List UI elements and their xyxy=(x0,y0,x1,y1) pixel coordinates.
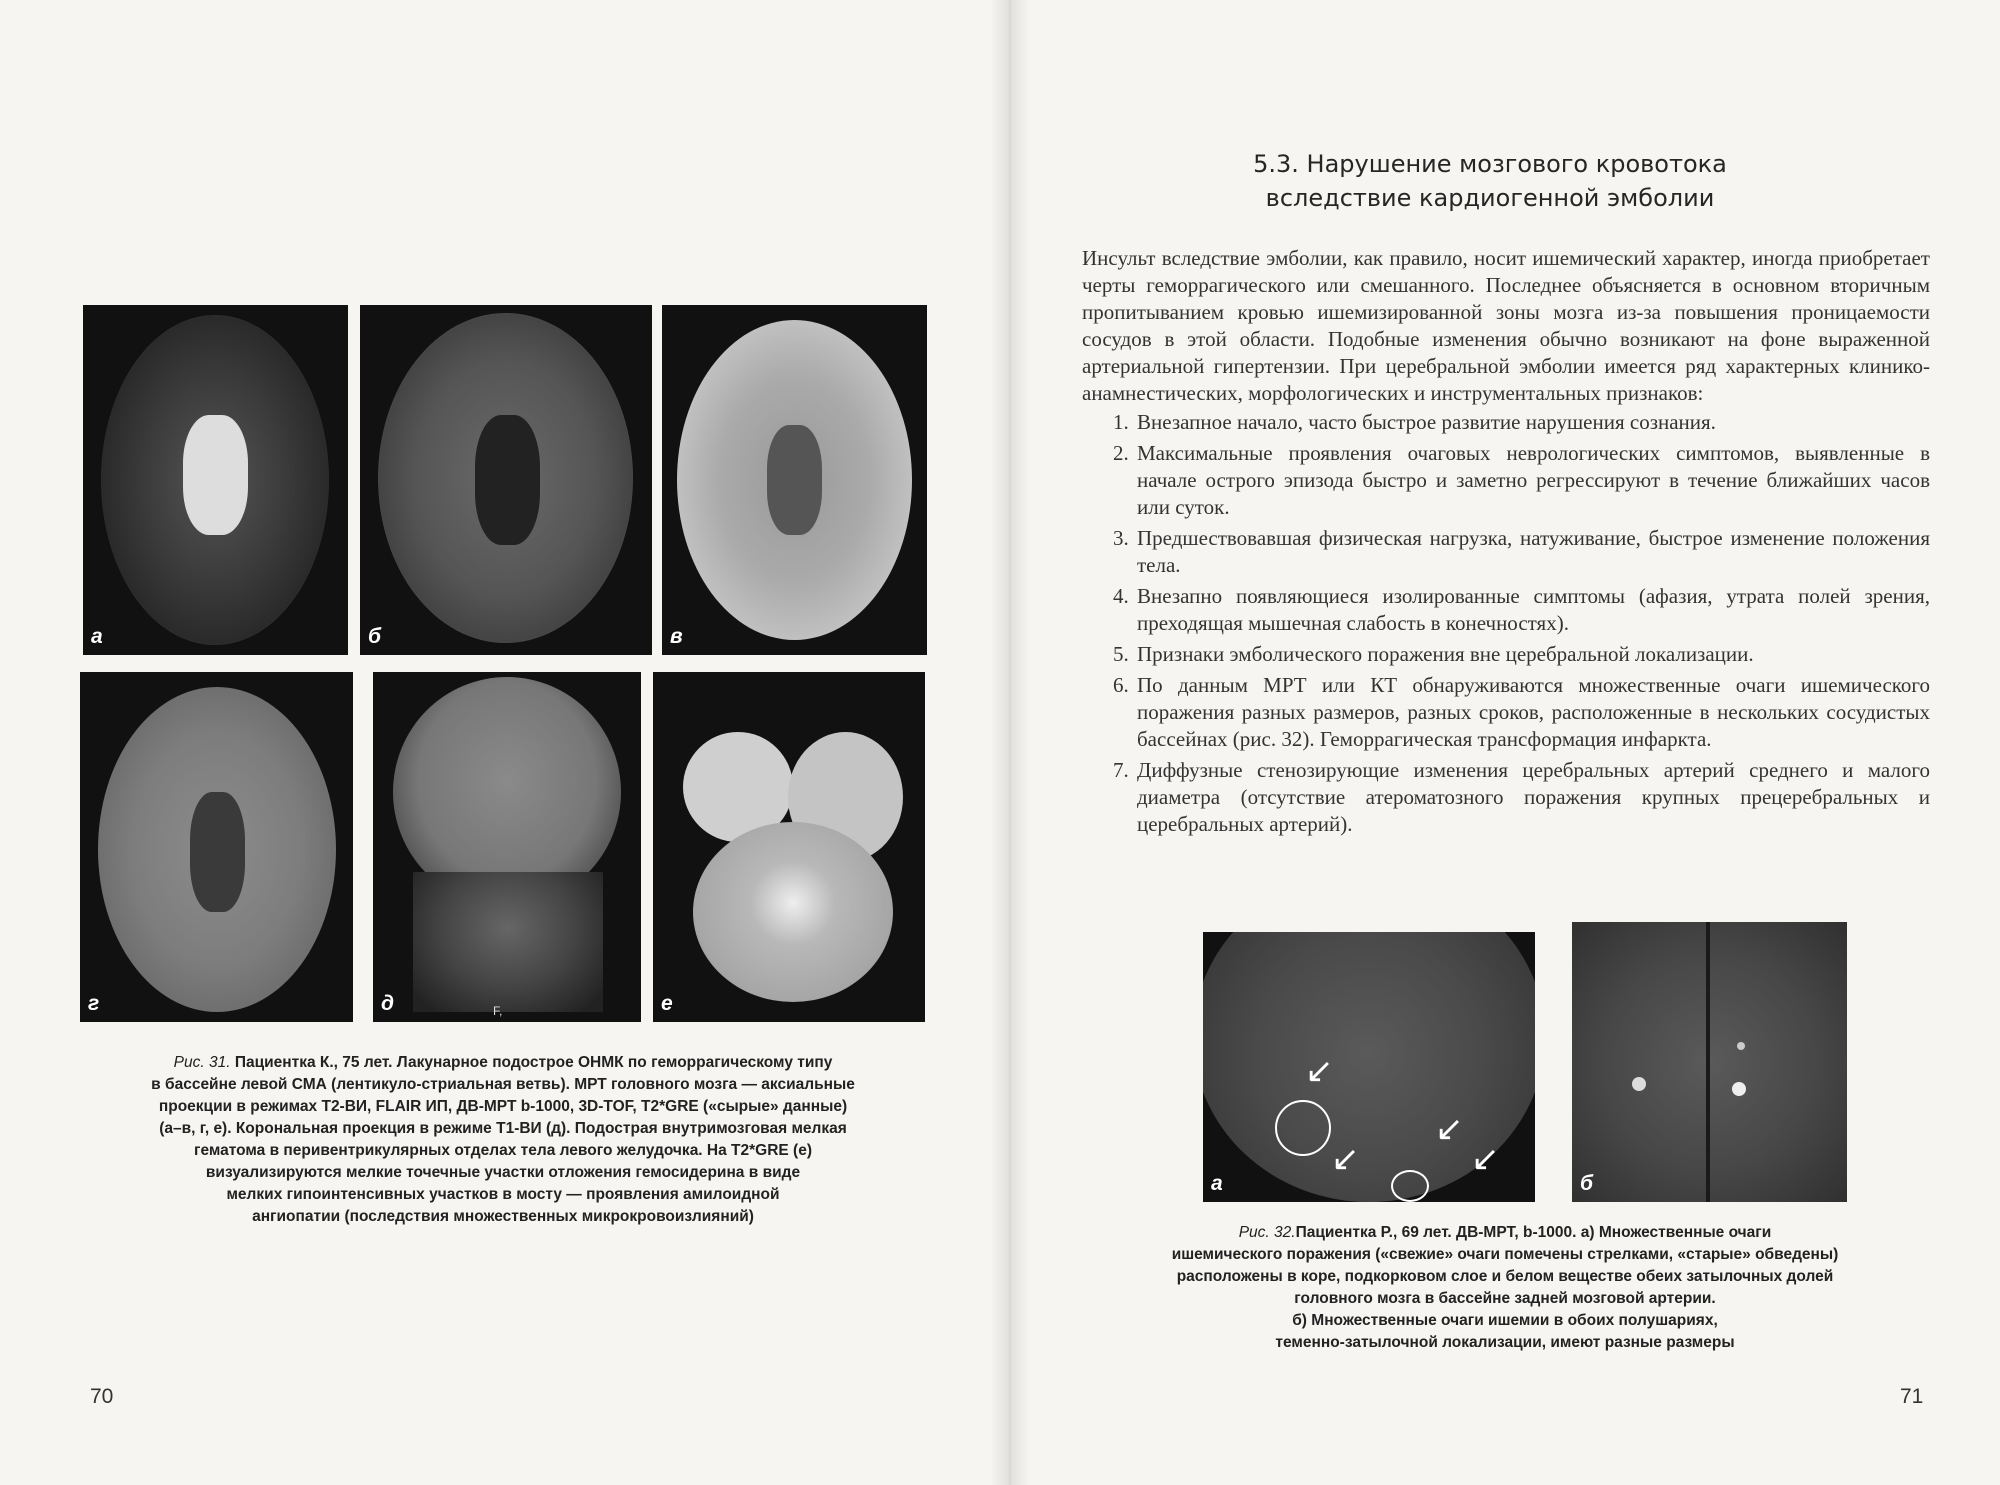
panel-label: б xyxy=(1580,1172,1594,1195)
caption-line: Рис. 31. Пациентка К., 75 лет. Лакунарное подострое ОНМК по геморрагическому типу xyxy=(173,1054,833,1071)
arrow-icon: ↙ xyxy=(1435,1110,1464,1148)
old-lesion-circle xyxy=(1275,1100,1331,1156)
panel-marker: F, xyxy=(493,1004,503,1018)
mri-panel-e xyxy=(653,672,925,1022)
caption-line: ангиопатии (последствия множественных микрокровоизлияний) xyxy=(252,1208,754,1225)
caption-line: (а–в, г, е). Корональная проекция в режиме Т1-ВИ (д). Подострая внутримозговая мелкая xyxy=(159,1120,847,1137)
caption-line: проекции в режимах Т2-ВИ, FLAIR ИП, ДВ-МРТ b-1000, 3D-TOF, T2*GRE («сырые» данные) xyxy=(158,1098,848,1115)
panel-label: е xyxy=(661,992,673,1015)
caption-line: головного мозга в бассейне задней мозговой артерии. xyxy=(1294,1290,1716,1307)
caption-line: визуализируются мелкие точечные участки отложения гемосидерина в виде xyxy=(205,1164,801,1181)
mri-panel-d xyxy=(373,672,641,1022)
mri-panel-32a xyxy=(1203,932,1535,1202)
caption-line: теменно-затылочной локализации, имеют разные размеры xyxy=(1275,1334,1735,1351)
list-item: 7. Диффузные стенозирующие изменения церебральных артерий среднего и малого диаметра (отсутствие атероматозного поражения крупных прецеребральных и церебральных артерий). xyxy=(1113,758,1930,836)
mri-panel-a xyxy=(83,305,348,655)
panel-label: б xyxy=(368,625,382,648)
body-text xyxy=(1082,245,1930,842)
caption-line: расположены в коре, подкорковом слое и белом веществе обеих затылочных долей xyxy=(1176,1268,1834,1285)
panel-label: д xyxy=(381,992,394,1015)
list-item: 2. Максимальные проявления очаговых неврологических симптомов, выявленные в начале острого эпизода быстро и заметно регрессируют в течение ближайших часов или суток. xyxy=(1113,441,1930,519)
panel-label: в xyxy=(670,625,683,648)
caption-line: ишемического поражения («свежие» очаги помечены стрелками, «старые» обведены) xyxy=(1171,1246,1839,1263)
old-lesion-circle xyxy=(1391,1170,1429,1202)
mri-panel-g xyxy=(80,672,353,1022)
panel-label: а xyxy=(1211,1172,1223,1195)
mri-panel-b xyxy=(360,305,652,655)
arrow-icon: ↙ xyxy=(1331,1140,1360,1178)
heading-line-2: вследствие кардиогенной эмболии xyxy=(1265,184,1715,212)
caption-line: гематома в перивентрикулярных отделах тела левого желудочка. На T2*GRE (е) xyxy=(193,1142,813,1159)
list-item: 6. По данным МРТ или КТ обнаруживаются множественные очаги ишемического поражения разных размеров, разных сроков, расположенные в нескольких сосудистых бассейнах (рис. 32). Геморрагическая трансформация инфаркта. xyxy=(1113,673,1930,751)
figure-31-caption xyxy=(78,1052,928,1228)
caption-line: б) Множественные очаги ишемии в обоих полушариях, xyxy=(1292,1312,1718,1329)
book-gutter xyxy=(990,0,1030,1485)
caption-line: в бассейне левой СМА (лентикуло-стриальная ветвь). МРТ головного мозга — аксиальные xyxy=(151,1076,855,1093)
caption-lead: Рис. 32. xyxy=(1238,1224,1296,1241)
arrow-icon: ↙ xyxy=(1471,1140,1500,1178)
arrow-icon: ↙ xyxy=(1305,1052,1334,1090)
section-heading xyxy=(1220,147,1760,215)
criteria-list xyxy=(1082,409,1930,838)
panel-label: г xyxy=(88,992,100,1015)
panel-label: а xyxy=(91,625,103,648)
list-item: 1. Внезапное начало, часто быстрое развитие нарушения сознания. xyxy=(1113,410,1716,434)
intro-paragraph: Инсульт вследствие эмболии, как правило, носит ишемический характер, иногда приобретает черты геморрагического или смешанного. Последнее объясняется в основном вторичным пропитыванием кровью ишемизированной зоны мозга из-за повышения проницаемости сосудов в этой области. Подобные изменения обычно возникают на фоне выраженной артериальной гипертензии. При церебральной эмболии имеется ряд характерных клинико-анамнестических, морфологических и инструментальных признаков: xyxy=(1082,246,1930,405)
page-number-right: 71 xyxy=(1900,1385,1924,1408)
list-item: 3. Предшествовавшая физическая нагрузка, натуживание, быстрое изменение положения тела. xyxy=(1113,526,1930,577)
page-number-left: 70 xyxy=(90,1385,114,1408)
list-item: 5. Признаки эмболического поражения вне церебральной локализации. xyxy=(1113,642,1754,666)
caption-line: мелких гипоинтенсивных участков в мосту — проявления амилоидной xyxy=(226,1186,780,1203)
mri-panel-v xyxy=(662,305,927,655)
mri-panel-32b xyxy=(1572,922,1847,1202)
heading-line-1: 5.3. Нарушение мозгового кровотока xyxy=(1253,150,1727,178)
caption-line: Рис. 32.Пациентка Р., 69 лет. ДВ-МРТ, b-1000. а) Множественные очаги xyxy=(1238,1224,1772,1241)
figure-32-caption xyxy=(1075,1222,1935,1354)
caption-lead: Рис. 31. xyxy=(173,1054,231,1071)
list-item: 4. Внезапно появляющиеся изолированные симптомы (афазия, утрата полей зрения, преходящая мышечная слабость в конечностях). xyxy=(1113,584,1930,635)
